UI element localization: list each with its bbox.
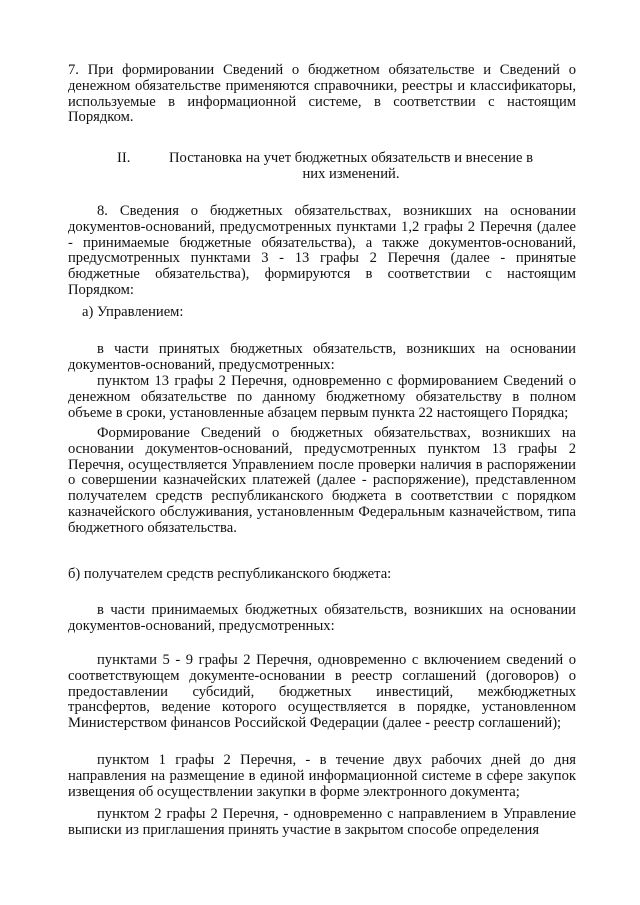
paragraph-item-13: пунктом 13 графы 2 Перечня, одновременно с формированием Сведений о денежном обязательстве по данному бюджетному обязательству в полном объеме в сроки, установленные абзацем первым пункта 22 настоящего Порядка; bbox=[68, 373, 576, 421]
paragraph-item-2: пунктом 2 графы 2 Перечня, - одновременно с направлением в Управление выписки из приглашения принять участие в закрытом способе определения bbox=[68, 806, 576, 838]
paragraph-8: 8. Сведения о бюджетных обязательствах, возникших на основании документов-оснований, предусмотренных пунктами 1,2 графы 2 Перечня (далее - принимаемые бюджетные обязательства), а также документов-оснований, предусмотренных пунктами 3 - 13 графы 2 Перечня (далее - принятые бюджетные обязательства), формируются в соответствии с настоящим Порядком: bbox=[68, 203, 576, 298]
paragraph-formation: Формирование Сведений о бюджетных обязательствах, возникших на основании документов-оснований, предусмотренных пунктом 13 графы 2 Перечня, осуществляется Управлением после проверки наличия в распоряжении о совершении казначейских платежей (далее - распоряжение), представленном получателем средств республиканского бюджета в соответствии с порядком казначейского обслуживания, установленным Федеральным казначейством, типа бюджетного обязательства. bbox=[68, 425, 576, 536]
paragraph-accepted-obligations: в части принятых бюджетных обязательств, возникших на основании документов-оснований, предусмотренных: bbox=[68, 341, 576, 373]
paragraph-items-5-9: пунктами 5 - 9 графы 2 Перечня, одновременно с включением сведений о соответствующем документе-основании в реестр соглашений (договоров) о предоставлении субсидий, бюджетных инвестиций, межбюджетных трансфертов, ведение которого осуществляется в порядке, установленном Министерством финансов Российской Федерации (далее - реестр соглашений); bbox=[68, 652, 576, 732]
paragraph-accepting-obligations: в части принимаемых бюджетных обязательств, возникших на основании документов-оснований, предусмотренных: bbox=[68, 602, 576, 634]
subitem-a: а) Управлением: bbox=[82, 304, 184, 320]
subitem-b: б) получателем средств республиканского бюджета: bbox=[68, 566, 392, 582]
paragraph-item-1: пунктом 1 графы 2 Перечня, - в течение двух рабочих дней до дня направления на размещение в единой информационной системе в сфере закупок извещения об осуществлении закупки в форме электронного документа; bbox=[68, 752, 576, 800]
paragraph-7: 7. При формировании Сведений о бюджетном обязательстве и Сведений о денежном обязательстве применяются справочники, реестры и классификаторы, используемые в информационной системе, в соответствии с настоящим Порядком. bbox=[68, 62, 576, 126]
section-title: Постановка на учет бюджетных обязательств и внесение в них изменений. bbox=[169, 150, 533, 182]
section-number: II. bbox=[117, 150, 131, 166]
